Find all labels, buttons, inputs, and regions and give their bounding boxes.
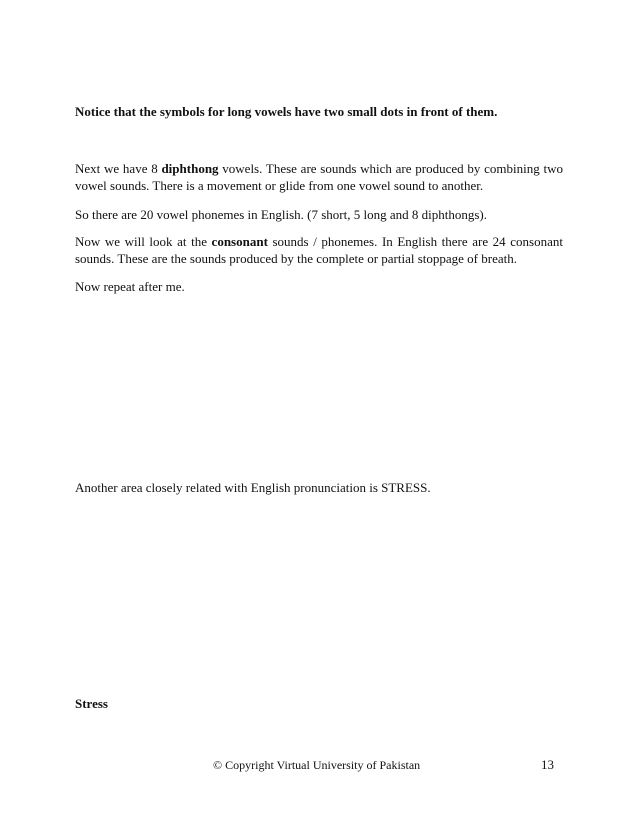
copyright-notice: © Copyright Virtual University of Pakistan xyxy=(213,758,421,772)
page-footer xyxy=(0,758,638,776)
diphthong-term: diphthong xyxy=(161,161,219,176)
stress-intro-paragraph: Another area closely related with English pronunciation is STRESS. xyxy=(75,480,431,495)
consonant-paragraph xyxy=(75,233,563,267)
diphthong-text-end: vowels. These are sounds which are produced by combining two vowel sounds. There is a movement or glide from one vowel sound to another. xyxy=(75,161,563,193)
vowel-summary-paragraph: So there are 20 vowel phonemes in English. (7 short, 5 long and 8 diphthongs). xyxy=(75,207,487,222)
repeat-paragraph: Now repeat after me. xyxy=(75,279,185,294)
diphthong-text-start: Next we have 8 xyxy=(75,161,162,176)
notice-paragraph: Notice that the symbols for long vowels have two small dots in front of them. xyxy=(75,104,498,119)
page-number: 13 xyxy=(541,757,554,772)
consonant-text-start: Now we will look at the xyxy=(75,234,212,249)
diphthong-paragraph xyxy=(75,160,563,194)
stress-heading: Stress xyxy=(75,696,108,711)
consonant-term: consonant xyxy=(211,234,268,249)
consonant-text-end: sounds / phonemes. In English there are 24 consonant sounds. These are the sounds produced by the complete or partial stoppage of breath. xyxy=(75,234,563,266)
